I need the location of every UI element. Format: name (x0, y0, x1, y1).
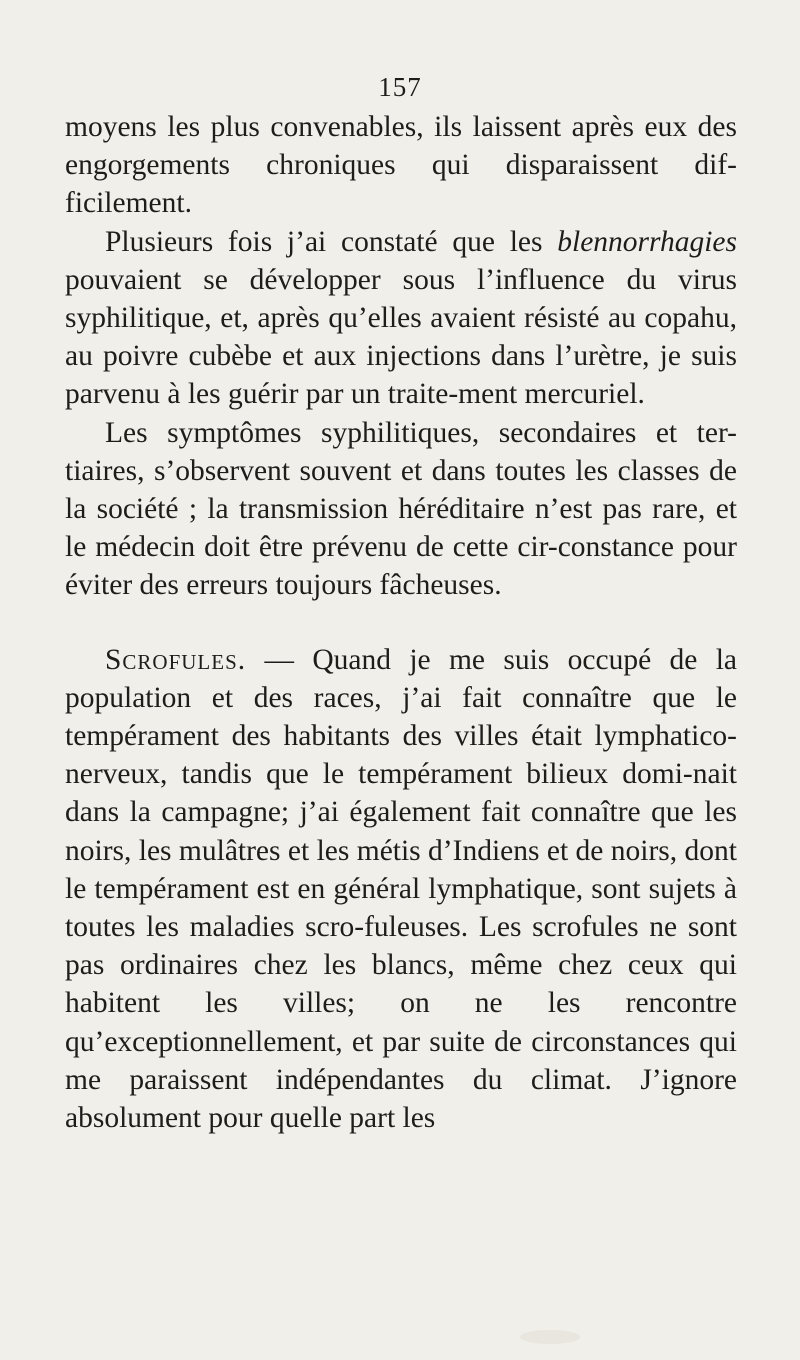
section-heading: Scrofules. (105, 643, 247, 676)
paragraph-text-end: pouvaient se développer sous l’influence du virus syphilitique, et, après qu’elles avaient résisté au copahu, au poivre cubèbe et aux injections dans l’urètre, je suis parvenu à les guérir par un traite-ment mercuriel. (65, 263, 737, 411)
italic-term: blennorrhagies (557, 225, 737, 258)
section-text: Quand je me suis occupé de la population et des races, j’ai fait connaître que le tempérament des habitants des villes était lymphatico-nerveux, tandis que le tempérament bilieux domi-nait dans la campagne; j’ai également fait connaître que les noirs, les mulâtres et les métis d’Indiens et de noirs, dont le tempérament est en général lymphatique, sont sujets à toutes les maladies scro-fuleuses. Les scrofules ne sont pas ordinaires chez les blancs, même chez ceux qui habitent les villes; on ne les rencontre qu’exceptionnellement, et par suite de circonstances qui me paraissent indépendantes du climat. J’ignore absolument pour quelle part les (65, 643, 737, 1135)
paragraph-blennorrhagies (65, 223, 737, 414)
em-dash: — (246, 643, 313, 676)
paragraph-symptomes: Les symptômes syphilitiques, secondaires et ter-tiaires, s’observent souvent et dans toutes les classes de la société ; la transmission héréditaire n’est pas rare, et le médecin doit être prévenu de cette cir-constance pour éviter des erreurs toujours fâcheuses. (65, 416, 737, 602)
section-gap (65, 605, 737, 641)
paragraph-scrofules (65, 641, 737, 1138)
page-number: 157 (378, 72, 422, 102)
paper-stain (520, 1330, 580, 1344)
paragraph-continuation: moyens les plus convenables, ils laissent après eux des engorgements chroniques qui disparaissent dif-ficilement. (65, 111, 737, 220)
paragraph-text-start: Plusieurs fois j’ai constaté que les (105, 225, 558, 258)
body-text (65, 108, 737, 1137)
